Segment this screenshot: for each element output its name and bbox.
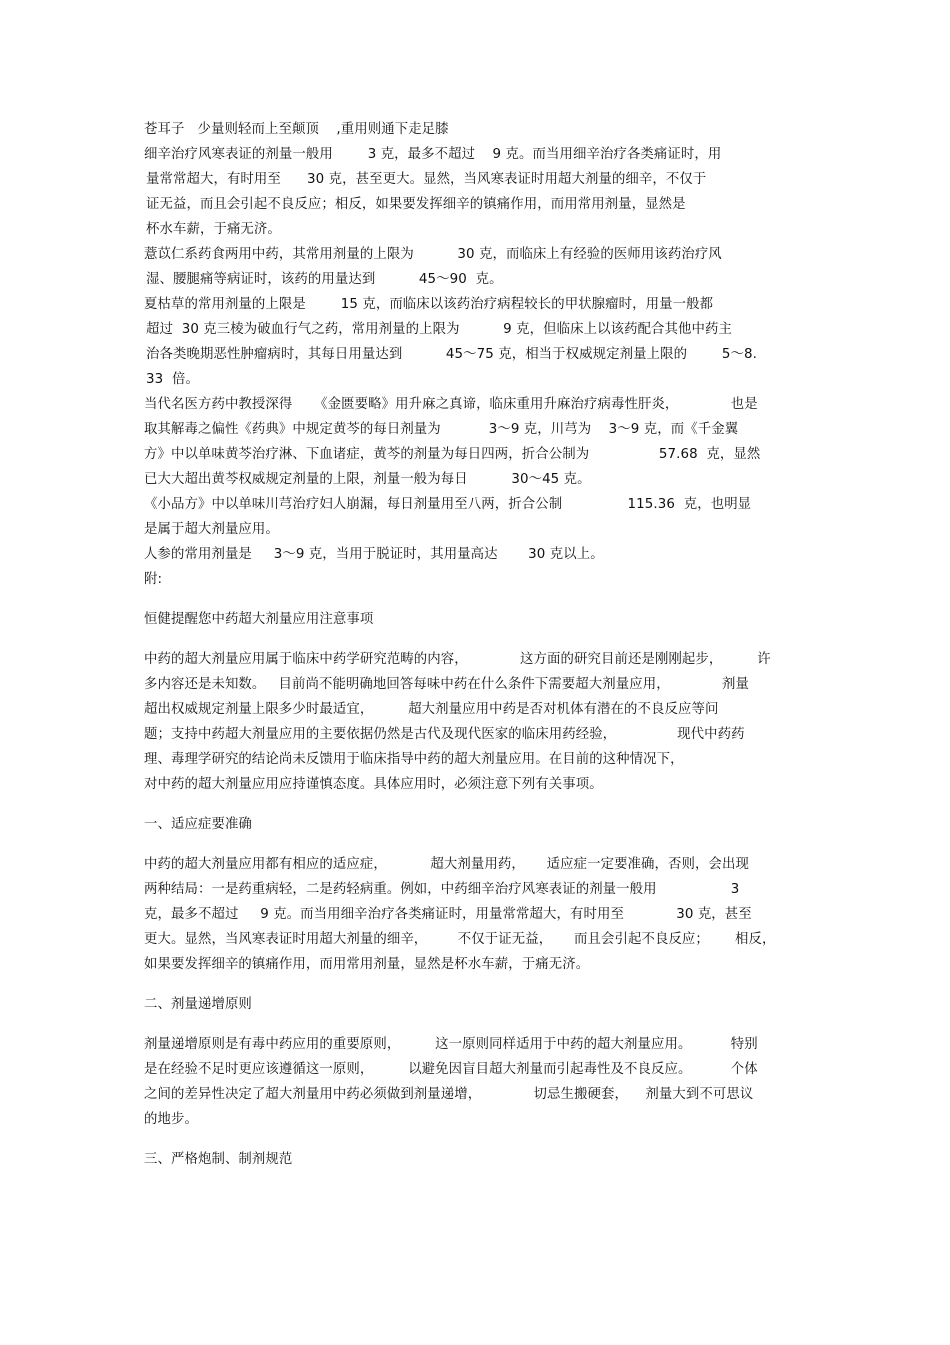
text-line: 更大。显然，当风寒表证时用超大剂量的细辛， 不仅于证无益， 而且会引起不良反应； 相反， <box>144 932 776 947</box>
text-line: 当代名医方药中教授深得 《金匮要略》用升麻之真谛，临床重用升麻治疗病毒性肝炎， 也是 <box>144 397 758 412</box>
text-line: 克，最多不超过 9 克。而当用细辛治疗各类痛证时，用量常常超大，有时用至 30 克，甚至 <box>144 907 752 922</box>
text-line: 如果要发挥细辛的镇痛作用，而用常用剂量，显然是杯水车薪，于痛无济。 <box>144 957 590 972</box>
text-line: 已大大超出黄芩权威规定剂量的上限，剂量一般为每日 30～45 克。 <box>144 472 591 487</box>
text-line: 的地步。 <box>144 1112 198 1127</box>
text-line: 33 倍。 <box>146 372 199 387</box>
text-line: 人参的常用剂量是 3～9 克，当用于脱证时，其用量高达 30 克以上。 <box>144 547 604 562</box>
text-line: 超出权威规定剂量上限多少时最适宜， 超大剂量应用中药是否对机体有潜在的不良反应等问 <box>144 702 719 717</box>
text-line: 附: <box>144 572 163 587</box>
text-line: 多内容还是未知数。 目前尚不能明确地回答每味中药在什么条件下需要超大剂量应用， 剂量 <box>144 677 749 692</box>
text-line: 超过 30 克三棱为破血行气之药，常用剂量的上限为 9 克，但临床上以该药配合其他中药主 <box>146 322 732 337</box>
text-line: 证无益，而且会引起不良反应；相反，如果要发挥细辛的镇痛作用，而用常用剂量，显然是 <box>146 197 686 212</box>
text-line: 方》中以单味黄芩治疗淋、下血诸症，黄芩的剂量为每日四两，折合公制为 57.68 克，显然 <box>144 447 761 462</box>
text-line: 细辛治疗风寒表证的剂量一般用 3 克，最多不超过 9 克。而当用细辛治疗各类痛证时，用 <box>144 147 722 162</box>
text-line: 之间的差异性决定了超大剂量用中药必须做到剂量递增， 切忌生搬硬套， 剂量大到不可思议 <box>144 1087 754 1102</box>
text-line: 湿、腰腿痛等病证时，该药的用量达到 45～90 克。 <box>146 272 503 287</box>
text-line: 题；支持中药超大剂量应用的主要依据仍然是古代及现代医家的临床用药经验， 现代中药药 <box>144 727 745 742</box>
section-heading: 二、剂量递增原则 <box>144 997 252 1012</box>
text-line: 治各类晚期恶性肿瘤病时，其每日用量达到 45～75 克，相当于权威规定剂量上限的 5～8. <box>146 347 758 362</box>
text-line: 《小品方》中以单味川芎治疗妇人崩漏，每日剂量用至八两，折合公制 115.36 克，也明显 <box>144 497 752 512</box>
text-line: 中药的超大剂量应用都有相应的适应症， 超大剂量用药， 适应症一定要准确，否则，会出现 <box>144 857 749 872</box>
text-line: 苍耳子 少量则轻而上至颠顶 ,重用则通下走足膝 <box>144 122 449 137</box>
text-line: 剂量递增原则是有毒中药应用的重要原则， 这一原则同样适用于中药的超大剂量应用。 特别 <box>144 1037 758 1052</box>
text-line: 量常常超大，有时用至 30 克，甚至更大。显然，当风寒表证时用超大剂量的细辛，不仅于 <box>146 172 707 187</box>
text-line: 取其解毒之偏性《药典》中规定黄芩的每日剂量为 3～9 克，川芎为 3～9 克，而《千金翼 <box>144 422 739 437</box>
text-line: 是属于超大剂量应用。 <box>144 522 279 537</box>
text-line: 是在经验不足时更应该遵循这一原则， 以避免因盲目超大剂量而引起毒性及不良反应。 个体 <box>144 1062 758 1077</box>
text-line: 理、毒理学研究的结论尚未反馈用于临床指导中药的超大剂量应用。在目前的这种情况下， <box>144 752 684 767</box>
text-line: 夏枯草的常用剂量的上限是 15 克，而临床以该药治疗病程较长的甲状腺瘤时，用量一般都 <box>144 297 714 312</box>
text-line: 薏苡仁系药食两用中药，其常用剂量的上限为 30 克，而临床上有经验的医师用该药治疗风 <box>144 247 722 262</box>
text-line: 对中药的超大剂量应用应持谨慎态度。具体应用时，必须注意下列有关事项。 <box>144 777 603 792</box>
section-heading: 一、适应症要准确 <box>144 817 252 832</box>
text-line: 中药的超大剂量应用属于临床中药学研究范畴的内容， 这方面的研究目前还是刚刚起步， 许 <box>144 652 771 667</box>
section-heading: 三、严格炮制、制剂规范 <box>144 1152 293 1167</box>
text-line: 两种结局：一是药重病轻，二是药轻病重。例如，中药细辛治疗风寒表证的剂量一般用 3 <box>144 882 740 897</box>
section-heading: 恒健提醒您中药超大剂量应用注意事项 <box>144 612 374 627</box>
text-line: 杯水车薪，于痛无济。 <box>146 222 281 237</box>
